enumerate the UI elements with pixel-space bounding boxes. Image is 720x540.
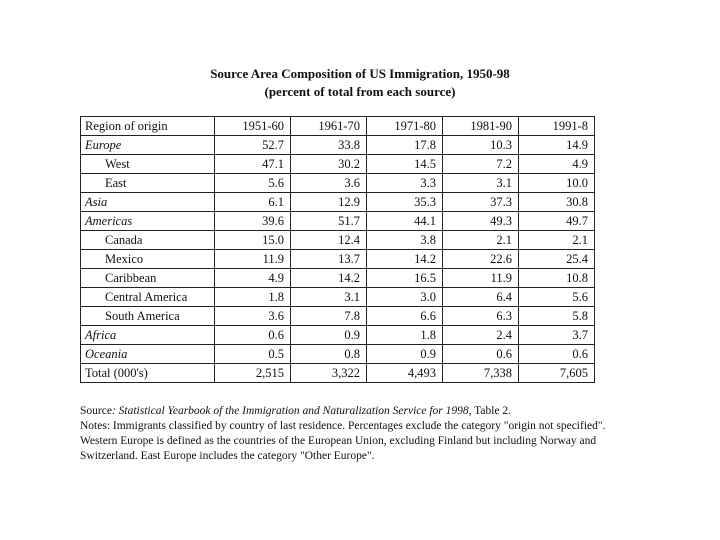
- row-label: West: [81, 155, 215, 174]
- table-cell: 14.2: [367, 250, 443, 269]
- table-cell: 3.6: [291, 174, 367, 193]
- table-row: [81, 288, 595, 307]
- table-row: [81, 345, 595, 364]
- table-cell: 13.7: [291, 250, 367, 269]
- table-row: [81, 174, 595, 193]
- table-subtitle: (percent of total from each source): [264, 84, 456, 99]
- notes-text: Notes: Immigrants classified by country of last residence. Percentages exclude the category "origin not specified". Western Europe is defined as the countries of the European Union, excluding Finland but including Norway and Switzerland. East Europe includes the category "Other Europe".: [80, 420, 606, 462]
- table-cell: 3.1: [443, 174, 519, 193]
- table-row: [81, 231, 595, 250]
- column-header: 1951-60: [215, 117, 291, 136]
- table-cell: 3.0: [367, 288, 443, 307]
- table-cell: 30.8: [519, 193, 595, 212]
- table-cell: 4.9: [519, 155, 595, 174]
- table-cell: 5.6: [519, 288, 595, 307]
- row-label: Total (000's): [81, 364, 215, 383]
- source-suffix: , Table 2.: [468, 405, 512, 417]
- table-cell: 7.8: [291, 307, 367, 326]
- table-cell: 52.7: [215, 136, 291, 155]
- table-cell: 35.3: [367, 193, 443, 212]
- table-cell: 3.6: [215, 307, 291, 326]
- table-cell: 4,493: [367, 364, 443, 383]
- table-cell: 12.4: [291, 231, 367, 250]
- row-label: Americas: [81, 212, 215, 231]
- table-cell: 6.1: [215, 193, 291, 212]
- table-cell: 6.6: [367, 307, 443, 326]
- source-prefix: Source: [80, 405, 112, 417]
- source-title: : Statistical Yearbook of the Immigration and Naturalization Service for 1998: [111, 405, 469, 417]
- table-cell: 37.3: [443, 193, 519, 212]
- table-cell: 0.6: [215, 326, 291, 345]
- table-cell: 6.3: [443, 307, 519, 326]
- column-header: 1991-8: [519, 117, 595, 136]
- table-cell: 30.2: [291, 155, 367, 174]
- table-row: [81, 269, 595, 288]
- table-cell: 4.9: [215, 269, 291, 288]
- table-row: [81, 307, 595, 326]
- table-cell: 2.1: [443, 231, 519, 250]
- column-header: 1961-70: [291, 117, 367, 136]
- table-cell: 3.1: [291, 288, 367, 307]
- table-row: [81, 326, 595, 345]
- immigration-table: [80, 116, 595, 383]
- table-cell: 0.9: [291, 326, 367, 345]
- table-cell: 11.9: [215, 250, 291, 269]
- column-header: Region of origin: [81, 117, 215, 136]
- row-label: Asia: [81, 193, 215, 212]
- table-cell: 0.8: [291, 345, 367, 364]
- table-cell: 1.8: [367, 326, 443, 345]
- table-cell: 10.8: [519, 269, 595, 288]
- table-cell: 3,322: [291, 364, 367, 383]
- table-cell: 0.9: [367, 345, 443, 364]
- table-cell: 2.4: [443, 326, 519, 345]
- table-notes: [80, 404, 640, 464]
- table-cell: 22.6: [443, 250, 519, 269]
- table-cell: 7.2: [443, 155, 519, 174]
- row-label: Canada: [81, 231, 215, 250]
- table-cell: 3.8: [367, 231, 443, 250]
- table-cell: 0.5: [215, 345, 291, 364]
- table-cell: 14.9: [519, 136, 595, 155]
- table-cell: 1.8: [215, 288, 291, 307]
- row-label: East: [81, 174, 215, 193]
- table-cell: 0.6: [519, 345, 595, 364]
- column-header: 1971-80: [367, 117, 443, 136]
- table-cell: 16.5: [367, 269, 443, 288]
- table-cell: 10.3: [443, 136, 519, 155]
- row-label: Mexico: [81, 250, 215, 269]
- table-cell: 5.6: [215, 174, 291, 193]
- table-cell: 15.0: [215, 231, 291, 250]
- table-cell: 7,605: [519, 364, 595, 383]
- table-cell: 3.3: [367, 174, 443, 193]
- table-row: [81, 193, 595, 212]
- table-cell: 44.1: [367, 212, 443, 231]
- table-row: [81, 155, 595, 174]
- table-title: Source Area Composition of US Immigration, 1950-98: [210, 66, 510, 81]
- table-cell: 3.7: [519, 326, 595, 345]
- row-label: South America: [81, 307, 215, 326]
- table-row: [81, 136, 595, 155]
- table-cell: 10.0: [519, 174, 595, 193]
- table-cell: 5.8: [519, 307, 595, 326]
- table-cell: 47.1: [215, 155, 291, 174]
- table-cell: 6.4: [443, 288, 519, 307]
- table-cell: 25.4: [519, 250, 595, 269]
- table-cell: 49.3: [443, 212, 519, 231]
- table-cell: 49.7: [519, 212, 595, 231]
- table-cell: 17.8: [367, 136, 443, 155]
- table-cell: 2,515: [215, 364, 291, 383]
- table-cell: 11.9: [443, 269, 519, 288]
- table-cell: 12.9: [291, 193, 367, 212]
- row-label: Central America: [81, 288, 215, 307]
- row-label: Caribbean: [81, 269, 215, 288]
- row-label: Africa: [81, 326, 215, 345]
- table-cell: 39.6: [215, 212, 291, 231]
- table-cell: 2.1: [519, 231, 595, 250]
- source-line: [80, 404, 640, 419]
- table-cell: 0.6: [443, 345, 519, 364]
- row-label: Europe: [81, 136, 215, 155]
- table-cell: 14.2: [291, 269, 367, 288]
- row-label: Oceania: [81, 345, 215, 364]
- table-cell: 14.5: [367, 155, 443, 174]
- table-cell: 51.7: [291, 212, 367, 231]
- column-header: 1981-90: [443, 117, 519, 136]
- table-cell: 33.8: [291, 136, 367, 155]
- table-row: [81, 212, 595, 231]
- header-row: [81, 117, 595, 136]
- table-row: [81, 250, 595, 269]
- table-cell: 7,338: [443, 364, 519, 383]
- table-row: [81, 364, 595, 383]
